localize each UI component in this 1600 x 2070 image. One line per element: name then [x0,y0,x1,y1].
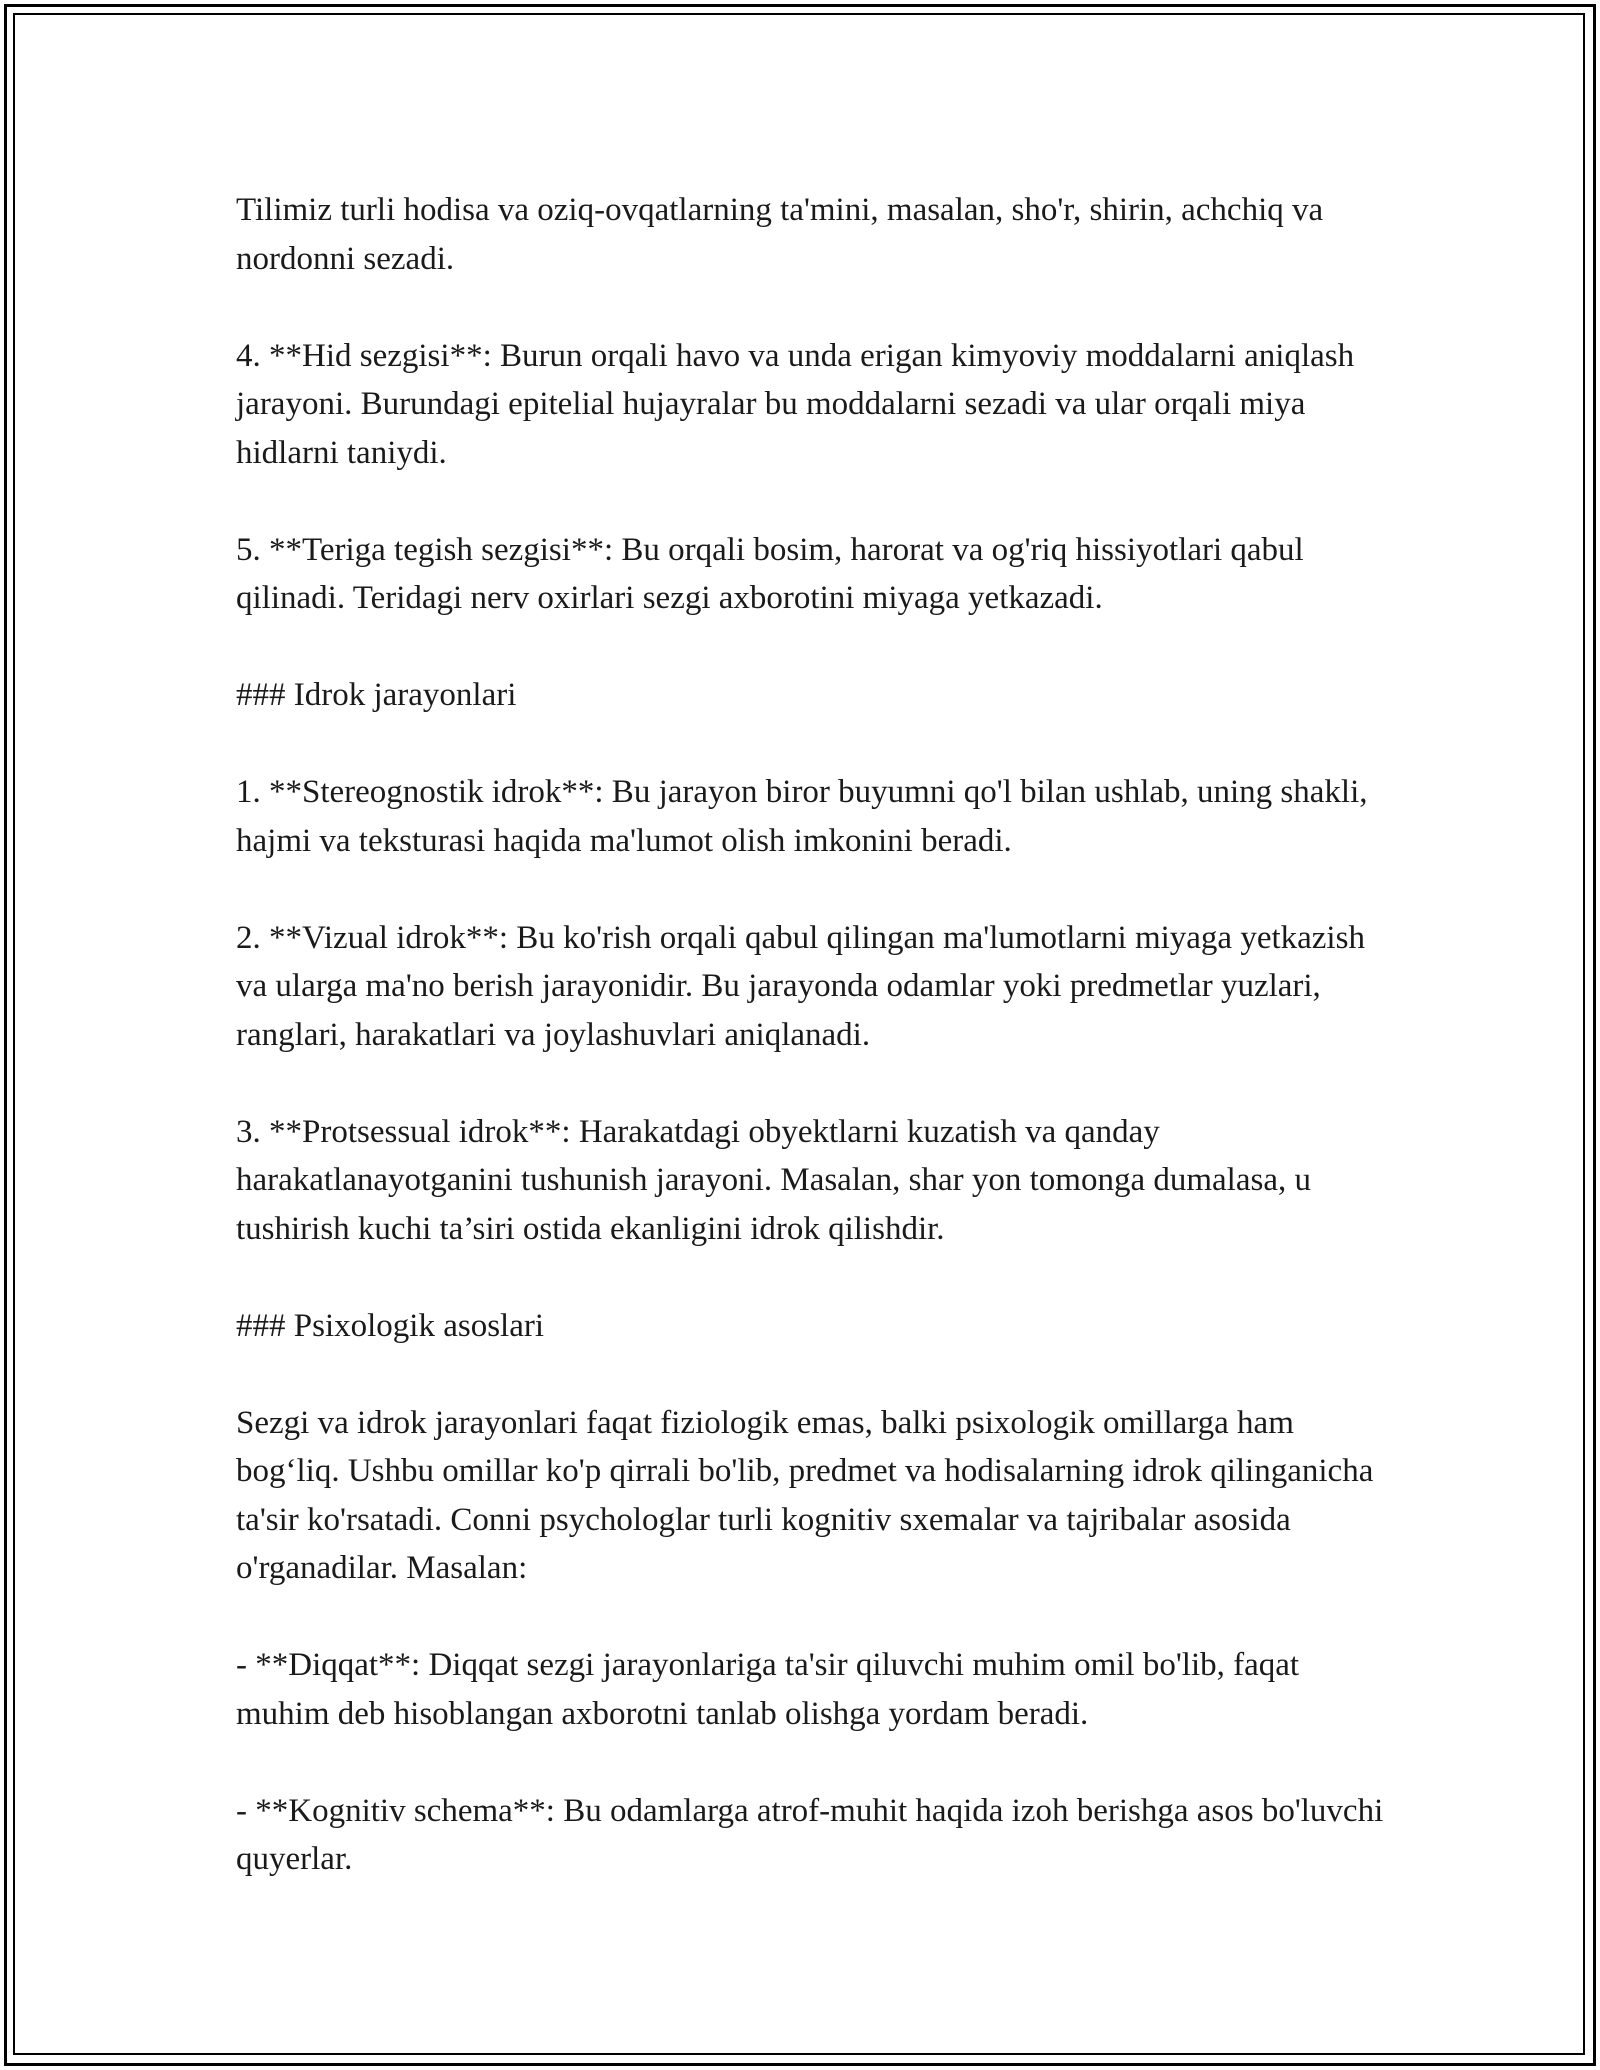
paragraph-procedural-perception: 3. **Protsessual idrok**: Harakatdagi obyektlarni kuzatish va qanday harakatlanayotganini tushunish jarayoni. Masalan, shar yon tomonga dumalasa, u tushirish kuchi ta’siri ostida ekanligini idrok qilishdir. [236,1113,1311,1247]
paragraph-taste-intro: Tilimiz turli hodisa va oziq-ovqatlarning ta'mini, masalan, sho'r, shirin, achchiq va nordonni sezadi. [236,192,1324,277]
paragraph-visual-perception: 2. **Vizual idrok**: Bu ko'rish orqali qabul qilingan ma'lumotlarni miyaga yetkazish va ularga ma'no berish jarayonidir. Bu jarayonda odamlar yoki predmetlar yuzlari, ranglari, harakatlari va joylashuvlari aniqlanadi. [236,919,1365,1053]
heading-psychological-foundations: ### Psixologik asoslari [236,1307,545,1344]
heading-perception-processes: ### Idrok jarayonlari [236,677,517,713]
paragraph-smell-sense: 4. **Hid sezgisi**: Burun orqali havo va unda erigan kimyoviy moddalarni aniqlash jarayoni. Burundagi epitelial hujayralar bu moddalarni sezadi va ular orqali miya hidlarni taniydi. [236,337,1355,471]
list-item-cognitive-schema: - **Kognitiv schema**: Bu odamlarga atrof-muhit haqida izoh berishga asos bo'luvchi quyerlar. [236,1792,1384,1877]
list-item-attention: - **Diqqat**: Diqqat sezgi jarayonlariga ta'sir qiluvchi muhim omil bo'lib, faqat muhim deb hisoblangan axborotni tanlab olishga yordam beradi. [236,1647,1300,1732]
paragraph-touch-sense: 5. **Teriga tegish sezgisi**: Bu orqali bosim, harorat va og'riq hissiyotlari qabul qilinadi. Teridagi nerv oxirlari sezgi axborotini miyaga yetkazadi. [236,531,1304,616]
paragraph-psychological-factors: Sezgi va idrok jarayonlari faqat fiziologik emas, balki psixologik omillarga ham bog‘liq. Ushbu omillar ko'p qirrali bo'lib, predmet va hodisalarning idrok qilinganicha ta'sir ko'rsatadi. Conni psychologlar turli kognitiv sxemalar va tajribalar asosida o'rganadilar. Masalan: [236,1404,1374,1586]
document-body [236,186,1386,1884]
paragraph-stereognostic-perception: 1. **Stereognostik idrok**: Bu jarayon biror buyumni qo'l bilan ushlab, uning shakli, hajmi va teksturasi haqida ma'lumot olish imkonini beradi. [236,774,1368,859]
